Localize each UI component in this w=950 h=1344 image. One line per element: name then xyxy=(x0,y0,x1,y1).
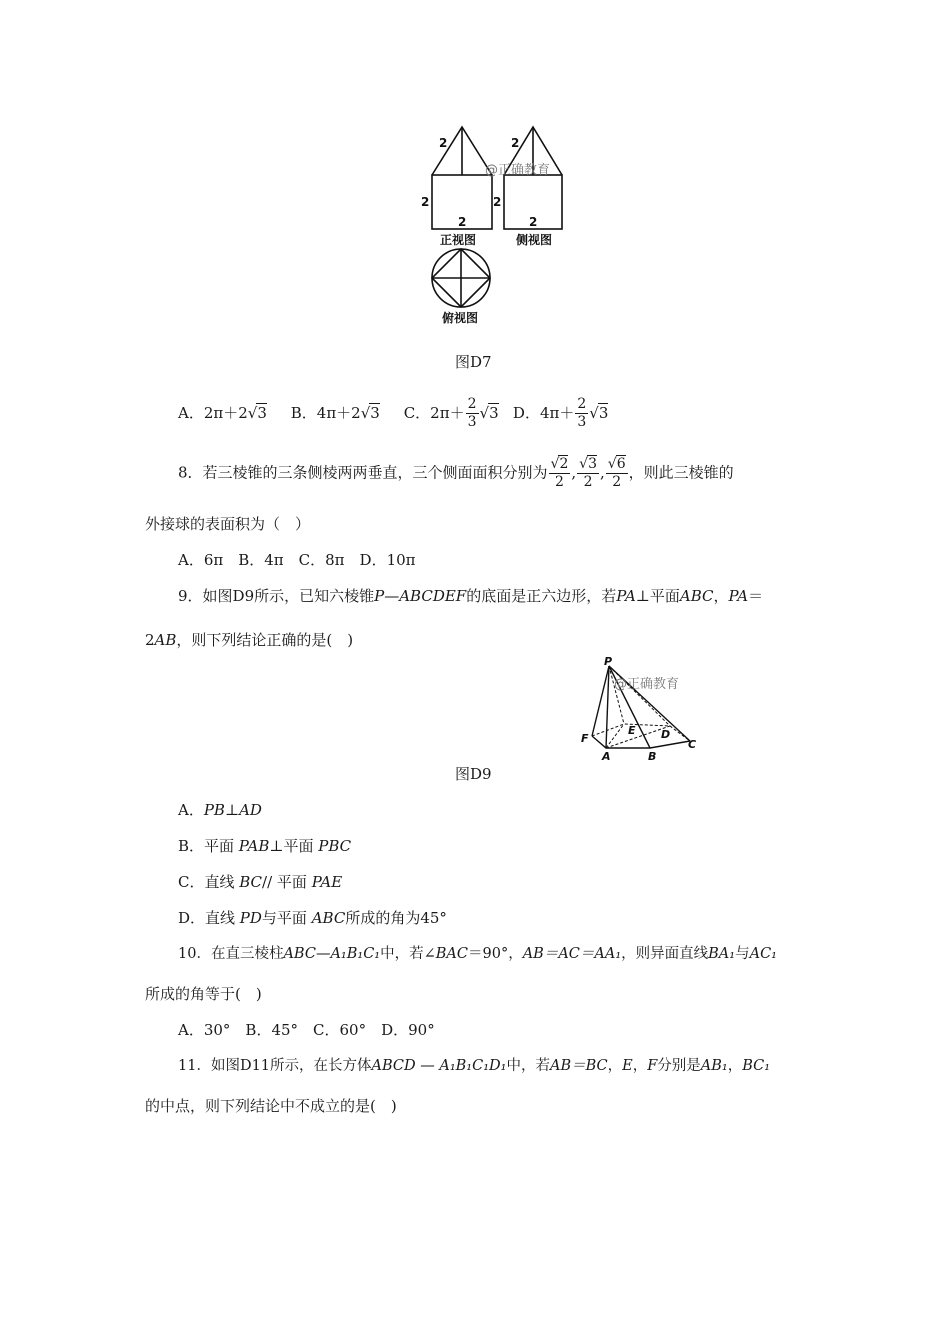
q9-option-c[interactable]: C．直线 BC// 平面 PAE xyxy=(178,873,343,891)
front-view-label: 正视图 xyxy=(440,233,477,247)
q10-stem-line2: 所成的角等于( ) xyxy=(145,985,262,1003)
q8-options[interactable]: A．6π B．4π C．8π D．10π xyxy=(178,551,416,569)
q9-option-b[interactable]: B．平面 PAB⊥平面 PBC xyxy=(178,837,352,855)
q9-stem-line1: 9．如图D9所示，已知六棱锥P—ABCDEF的底面是正六边形，若PA⊥平面ABC，PA＝ xyxy=(178,587,764,605)
q8-stem-line2: 外接球的表面积为（ ） xyxy=(145,515,311,533)
q7-option-d[interactable]: D．4π＋ $\frac{2}{3}$ √3 xyxy=(512,396,609,430)
q9-option-a[interactable]: A．PB⊥AD xyxy=(178,801,262,819)
dim-label: 2 xyxy=(439,136,448,150)
q7-option-b[interactable]: B．4π＋2√3 xyxy=(290,403,380,422)
q11-stem-line1: 11．如图D11所示，在长方体ABCD — A₁B₁C₁D₁中，若AB＝BC，E，F分别是AB₁，BC₁ xyxy=(178,1058,771,1074)
dim-label: 2 xyxy=(529,215,538,229)
q7-option-a[interactable]: A．2π＋2√3 xyxy=(178,403,267,422)
vertex-label-d: D xyxy=(661,728,671,741)
vertex-label-c: C xyxy=(688,738,697,751)
dim-label: 2 xyxy=(458,215,467,229)
watermark: @正确教育 xyxy=(614,677,680,692)
vertex-label-f: F xyxy=(581,732,589,745)
caption-d7: 图D7 xyxy=(455,353,492,371)
top-view xyxy=(432,249,490,307)
watermark: @正确教育 xyxy=(485,163,551,178)
vertex-label-b: B xyxy=(648,750,657,763)
q10-stem-line1: 10．在直三棱柱ABC—A₁B₁C₁中，若∠BAC＝90°，AB＝AC＝AA₁，则异面直线BA₁与AC₁ xyxy=(178,946,777,962)
caption-d9: 图D9 xyxy=(455,765,492,783)
q7-options xyxy=(178,396,608,431)
q9-option-d[interactable]: D．直线 PD与平面 ABC所成的角为45° xyxy=(178,909,447,927)
vertex-label-a: A xyxy=(602,750,611,763)
vertex-label-p: P xyxy=(604,656,613,668)
dim-label: 2 xyxy=(421,195,430,209)
vertex-label-e: E xyxy=(628,724,636,737)
q10-options[interactable]: A．30° B．45° C．60° D．90° xyxy=(178,1021,435,1039)
top-view-label: 俯视图 xyxy=(442,311,479,325)
q7-option-c[interactable]: C．2π＋ $\frac{2}{3}$ √3 xyxy=(403,396,499,430)
dim-label: 2 xyxy=(511,136,520,150)
dim-label: 2 xyxy=(493,195,502,209)
q8-stem-line1: 8．若三棱锥的三条侧棱两两垂直，三个侧面面积分别为 $\frac{√2}{2}$ , $\frac{√3}{2}$ , $\frac{√6}{2}$ ，则此三棱锥的 xyxy=(178,456,734,490)
q9-stem-line2: 2AB，则下列结论正确的是( ) xyxy=(145,631,354,649)
figure-d7 xyxy=(415,120,595,335)
side-view-label: 侧视图 xyxy=(516,233,553,247)
figure-d9 xyxy=(578,656,703,764)
q11-stem-line2: 的中点，则下列结论中不成立的是( ) xyxy=(145,1097,397,1115)
